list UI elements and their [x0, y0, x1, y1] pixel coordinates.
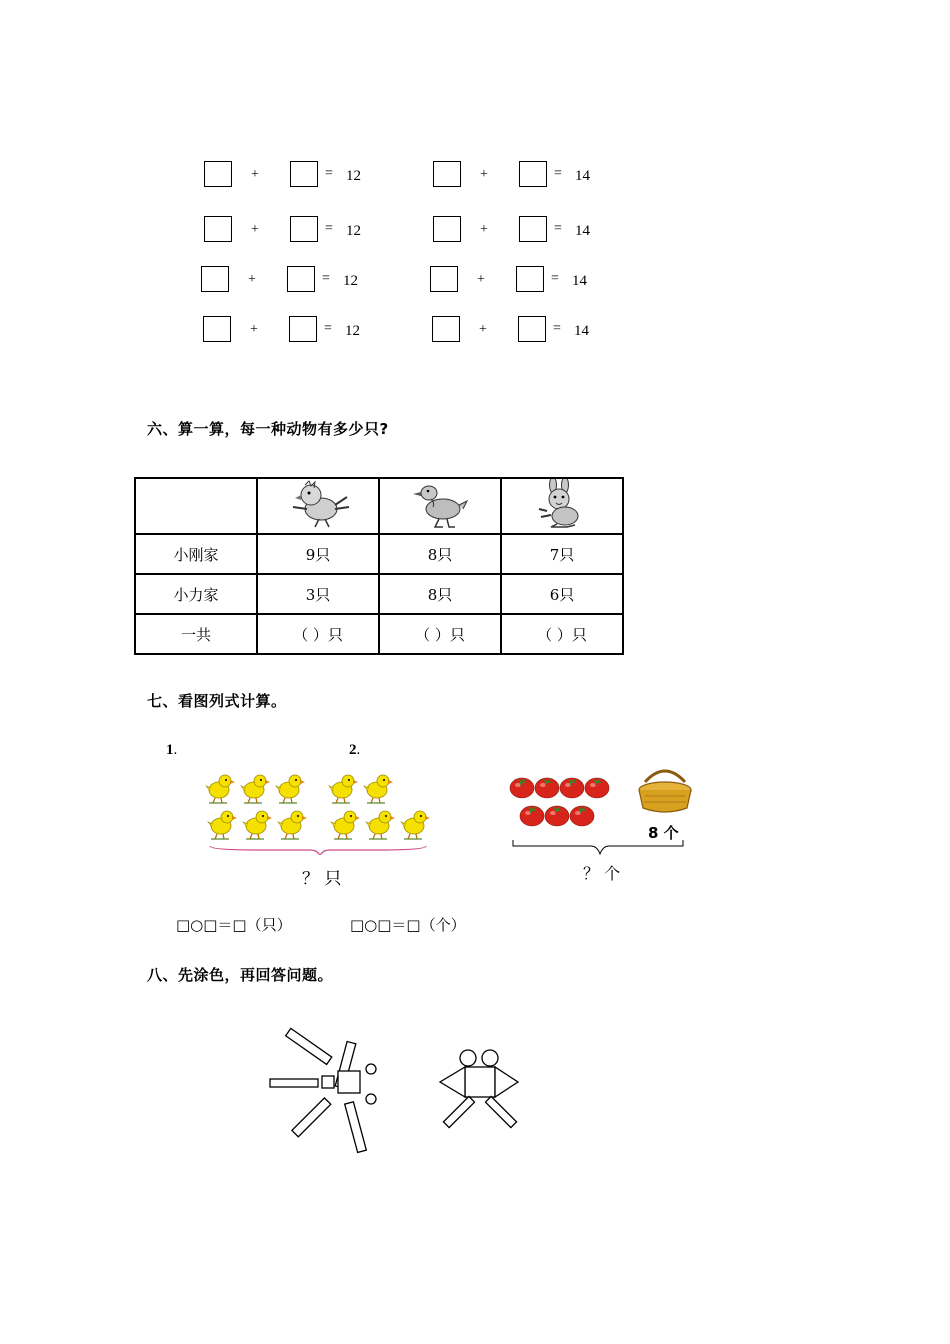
equals-sign: = [553, 321, 561, 336]
table-cell: 7只 [501, 534, 623, 574]
sum-value: 12 [343, 273, 358, 289]
square-shape[interactable] [338, 1071, 360, 1093]
row-label: 小力家 [135, 574, 257, 614]
section6-heading: 六、算一算，每一种动物有多少只? [147, 420, 389, 438]
equals-sign: = [551, 271, 559, 286]
triangle-shape[interactable] [495, 1067, 518, 1097]
question-label: ？ 个 [583, 864, 621, 883]
question-label: ？ 只 [302, 869, 342, 889]
sum-value: 14 [572, 273, 587, 289]
total-answer-cell[interactable]: （ ）只 [379, 614, 501, 654]
animal-header-cell [379, 478, 501, 534]
chick-icon [283, 479, 353, 529]
circle-shape[interactable] [366, 1094, 376, 1104]
row-label: 小刚家 [135, 534, 257, 574]
equals-sign: = [554, 221, 562, 236]
animal-count-table [134, 477, 624, 655]
answer-box[interactable] [518, 316, 546, 342]
equals-sign: = [325, 166, 333, 181]
square-shape[interactable] [322, 1076, 334, 1088]
equals-sign: = [325, 221, 333, 236]
basket-icon [639, 771, 691, 812]
answer-box[interactable] [290, 161, 318, 187]
rectangle-shape[interactable] [485, 1096, 516, 1127]
problem-number: 2. [349, 742, 361, 758]
answer-box[interactable] [430, 266, 458, 292]
sum-value: 12 [346, 223, 361, 239]
plus-sign: + [480, 167, 488, 182]
table-corner-cell [135, 478, 257, 534]
sum-value: 12 [346, 168, 361, 184]
answer-box[interactable] [203, 316, 231, 342]
answer-box[interactable] [519, 216, 547, 242]
sum-value: 12 [345, 323, 360, 339]
table-cell: 9只 [257, 534, 379, 574]
answer-box[interactable] [433, 161, 461, 187]
square-shape[interactable] [465, 1067, 495, 1097]
row-label: 一共 [135, 614, 257, 654]
plus-sign: + [480, 222, 488, 237]
chicks-picture [200, 770, 440, 855]
answer-box[interactable] [204, 216, 232, 242]
total-answer-cell[interactable]: （ ）只 [501, 614, 623, 654]
plus-sign: + [477, 272, 485, 287]
table-cell: 8只 [379, 574, 501, 614]
answer-box[interactable] [289, 316, 317, 342]
rectangle-shape[interactable] [292, 1098, 331, 1137]
answer-box[interactable] [519, 161, 547, 187]
plus-sign: + [479, 322, 487, 337]
animal-header-cell [257, 478, 379, 534]
tomatoes-picture [505, 762, 705, 862]
basket-label: 8 个 [648, 824, 679, 842]
circle-shape[interactable] [366, 1064, 376, 1074]
plus-sign: + [251, 222, 259, 237]
equals-sign: = [324, 321, 332, 336]
animal-header-cell [501, 478, 623, 534]
duck-icon [405, 479, 475, 529]
rectangle-shape[interactable] [286, 1028, 332, 1064]
sum-value: 14 [575, 168, 590, 184]
triangle-shape[interactable] [440, 1067, 465, 1097]
rectangle-shape[interactable] [270, 1079, 318, 1087]
equals-sign: = [322, 271, 330, 286]
rectangle-shape[interactable] [345, 1102, 367, 1153]
shape-figures [260, 1010, 530, 1160]
rectangle-shape[interactable] [443, 1096, 474, 1127]
answer-box[interactable] [287, 266, 315, 292]
answer-box[interactable] [432, 316, 460, 342]
answer-box[interactable] [516, 266, 544, 292]
sum-value: 14 [575, 223, 590, 239]
brace [210, 846, 426, 855]
answer-box[interactable] [290, 216, 318, 242]
rabbit-icon [527, 479, 597, 529]
formula-answer[interactable]: □○□＝□（只） [176, 916, 292, 934]
table-cell: 8只 [379, 534, 501, 574]
sum-value: 14 [574, 323, 589, 339]
circle-shape[interactable] [460, 1050, 476, 1066]
answer-box[interactable] [204, 161, 232, 187]
total-answer-cell[interactable]: （ ）只 [257, 614, 379, 654]
equals-sign: = [554, 166, 562, 181]
table-cell: 6只 [501, 574, 623, 614]
answer-box[interactable] [433, 216, 461, 242]
circle-shape[interactable] [482, 1050, 498, 1066]
plus-sign: + [248, 272, 256, 287]
table-cell: 3只 [257, 574, 379, 614]
answer-box[interactable] [201, 266, 229, 292]
section7-heading: 七、看图列式计算。 [147, 692, 287, 710]
problem-number: 1. [166, 742, 178, 758]
plus-sign: + [250, 322, 258, 337]
section8-heading: 八、先涂色，再回答问题。 [147, 966, 334, 984]
formula-answer[interactable]: □○□＝□（个） [350, 916, 466, 934]
plus-sign: + [251, 167, 259, 182]
